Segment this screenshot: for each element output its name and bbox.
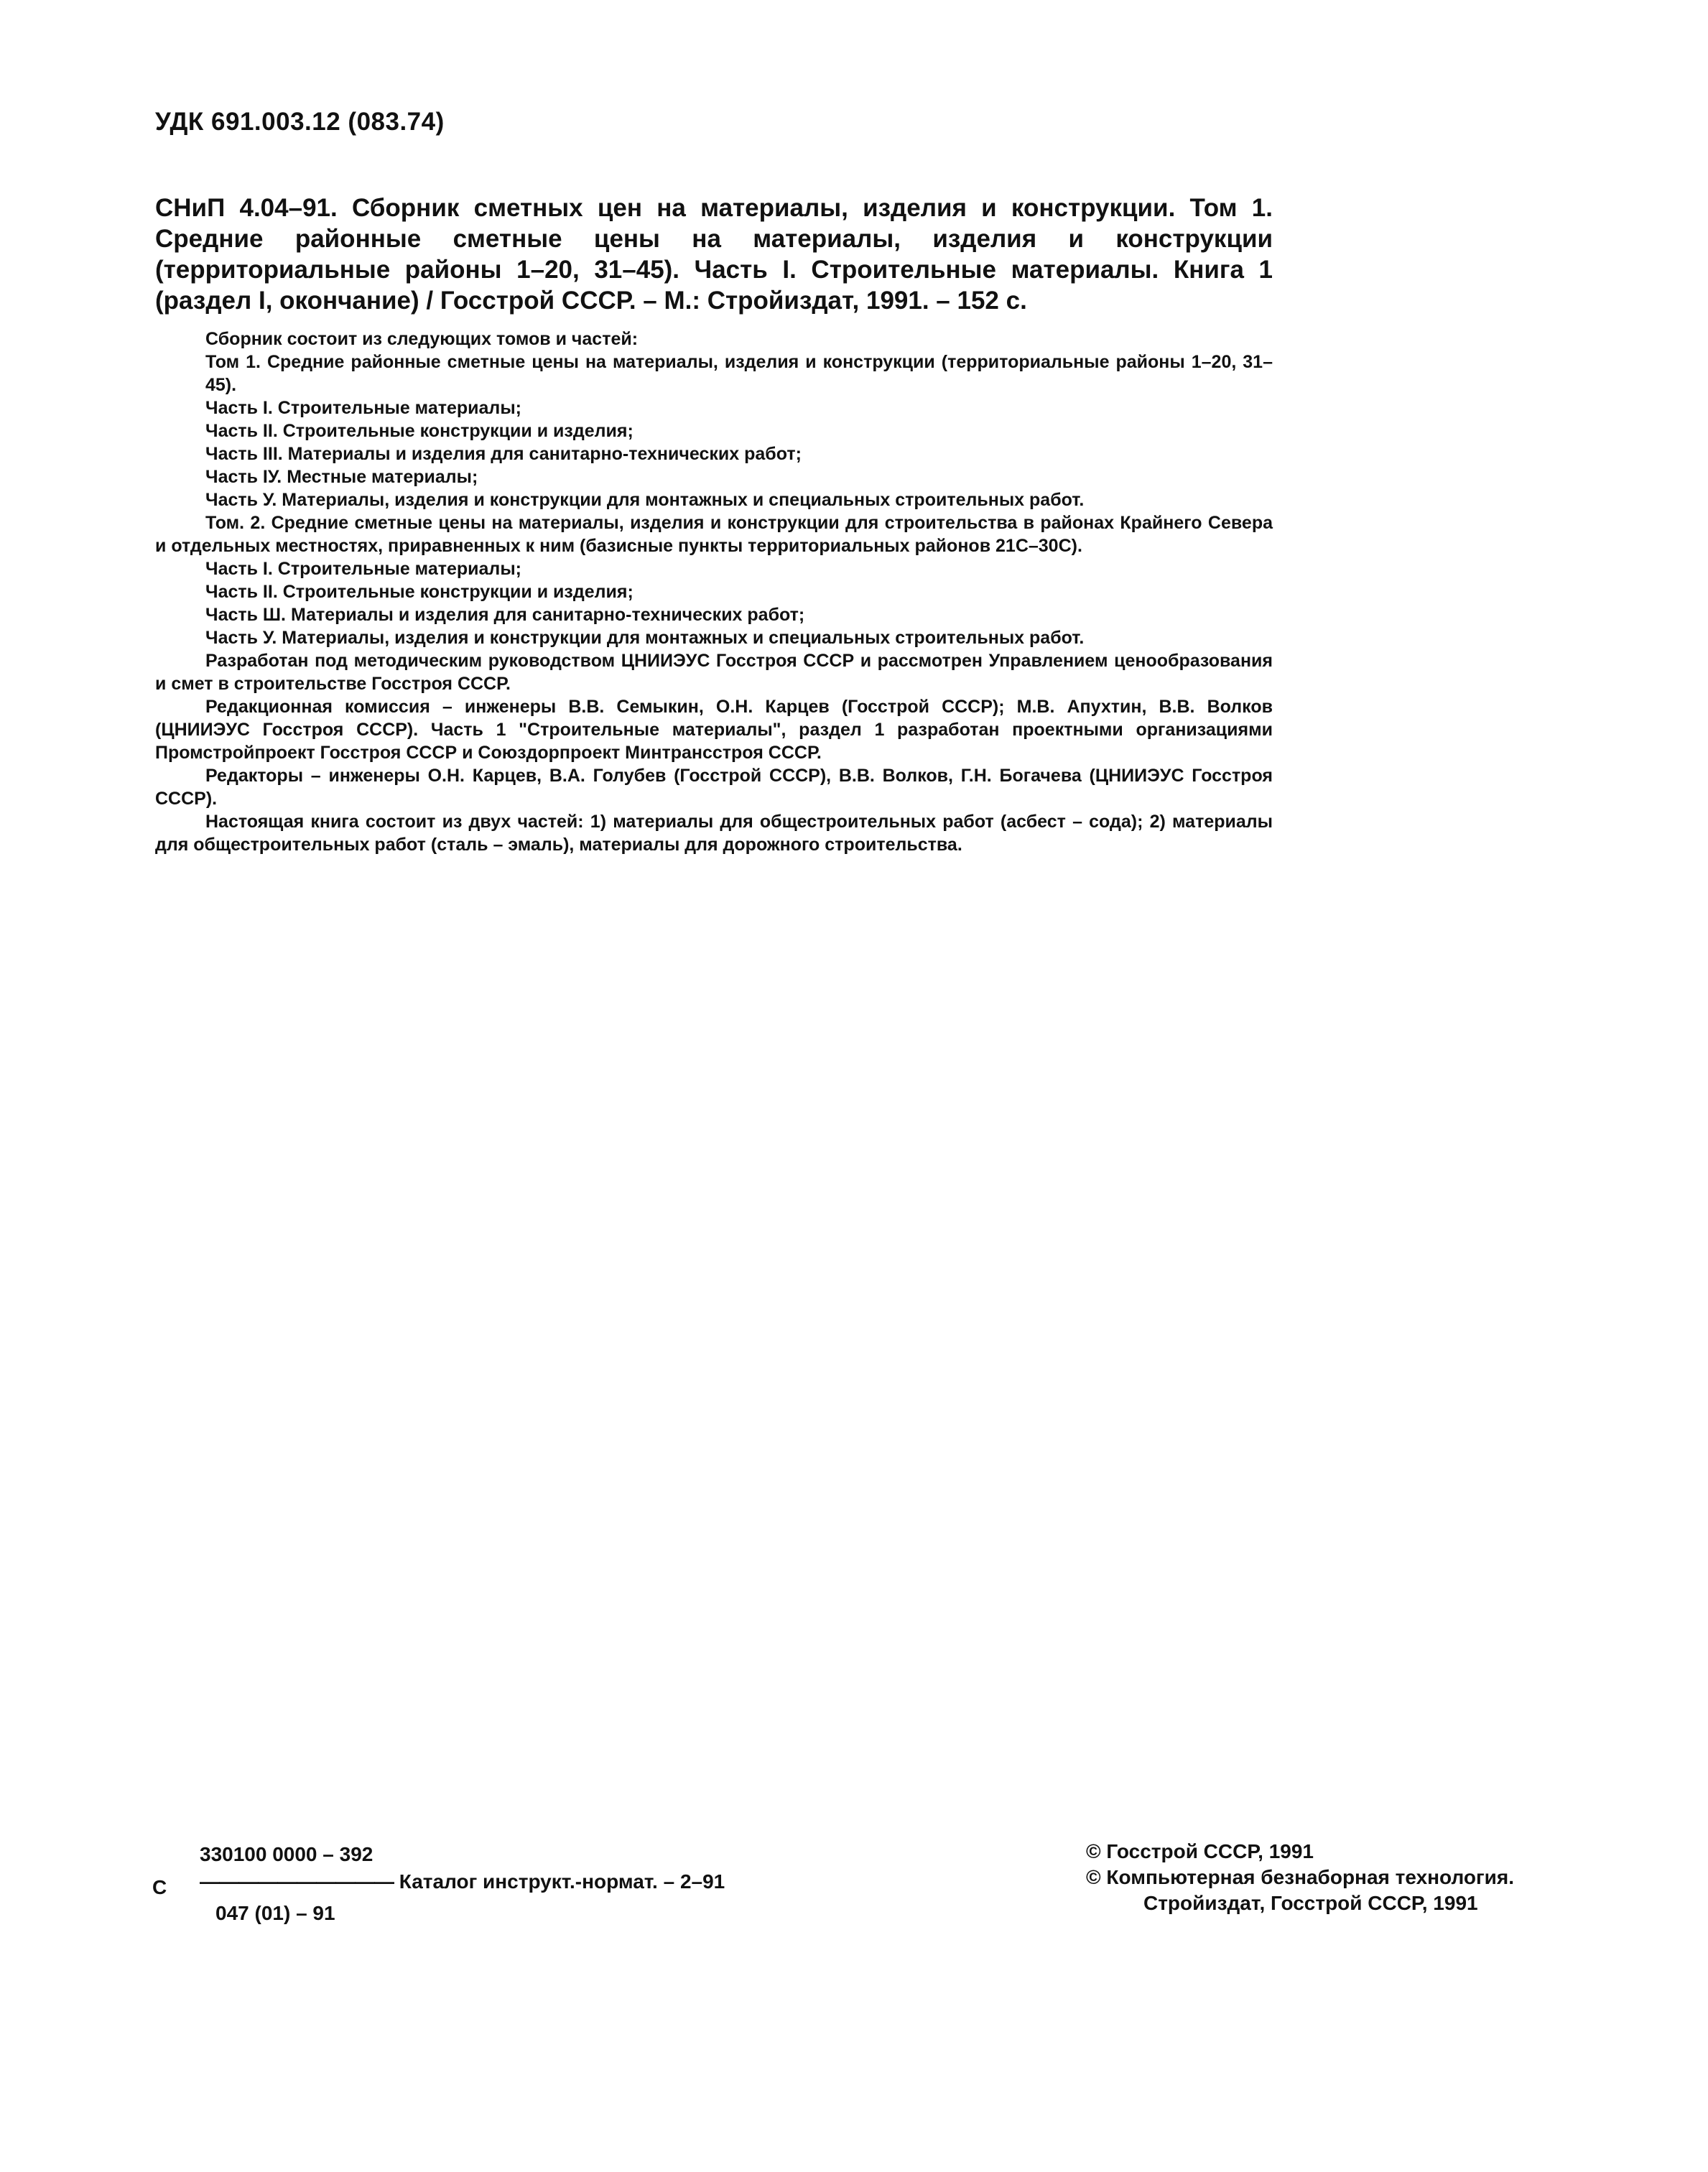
abstract (155, 328, 1273, 856)
abstract-line: Часть У. Материалы, изделия и конструкции для монтажных и специальных строительных работ. (205, 628, 1085, 648)
index-denominator: 047 (01) – 91 (215, 1902, 335, 1924)
catalog-text: Каталог инструкт.-нормат. – 2–91 (394, 1870, 725, 1893)
abstract-line: Разработан под методическим руководством ЦНИИЭУС Госстроя СССР и рассмотрен Управлением ценообразования и смет в строительстве Госстроя СССР. (155, 651, 1273, 694)
abstract-line: Часть I. Строительные материалы; (205, 559, 521, 579)
catalog-line (200, 1870, 725, 1893)
abstract-line: Том. 2. Средние сметные цены на материалы, изделия и конструкции для строительства в районах Крайнего Севера и отдельных местностях, приравненных к ним (базисные пункты территориальных районов 21С–30С). (155, 513, 1273, 556)
abstract-line: Часть II. Строительные конструкции и изделия; (205, 421, 633, 441)
copyright-block (1086, 1839, 1514, 1916)
abstract-line: Часть IУ. Местные материалы; (205, 467, 478, 487)
abstract-line: Часть I. Строительные материалы; (205, 398, 521, 418)
fraction-bar: —————————— (200, 1870, 394, 1893)
copyright-line: © Компьютерная безнаборная технология. (1086, 1866, 1514, 1888)
bibliographic-title: СНиП 4.04–91. Сборник сметных цен на материалы, изделия и конструкции. Том 1. Средние районные сметные цены на материалы, изделия и конструкции (территориальные районы 1–20, 31–45). Часть I. Строительные материалы. Книга 1 (раздел I, окончание) / Госстрой СССР. – М.: Стройиздат, 1991. – 152 с. (155, 194, 1273, 315)
copyright-line: © Госстрой СССР, 1991 (1086, 1840, 1314, 1862)
abstract-line: Часть У. Материалы, изделия и конструкции для монтажных и специальных строительных работ. (205, 490, 1085, 510)
abstract-line: Настоящая книга состоит из двух частей: 1) материалы для общестроительных работ (асбест – сода); 2) материалы для общестроительных работ (сталь – эмаль), материалы для дорожного строительства. (155, 812, 1273, 855)
abstract-line: Сборник состоит из следующих томов и частей: (205, 329, 639, 349)
index-letter: С (152, 1876, 167, 1898)
imprint-footer (0, 1839, 1708, 1925)
abstract-line: Часть III. Материалы и изделия для санитарно-технических работ; (205, 444, 802, 464)
copyright-line: Стройиздат, Госстрой СССР, 1991 (1143, 1892, 1478, 1914)
abstract-line: Редакционная комиссия – инженеры В.В. Семыкин, О.Н. Карцев (Госстрой СССР); М.В. Апухтин, В.В. Волков (ЦНИИЭУС Госстроя СССР). Часть 1 "Строительные материалы", раздел 1 разработан проектными организациями Промстройпроект Госстроя СССР и Союздорпроект Минтрансстроя СССР. (155, 697, 1273, 763)
abstract-line: Часть II. Строительные конструкции и изделия; (205, 582, 633, 602)
index-numerator: 330100 0000 – 392 (200, 1843, 373, 1865)
abstract-line: Том 1. Средние районные сметные цены на материалы, изделия и конструкции (территориальные районы 1–20, 31–45). (205, 352, 1273, 395)
abstract-line: Часть Ш. Материалы и изделия для санитарно-технических работ; (205, 605, 805, 625)
udk-code: УДК 691.003.12 (083.74) (155, 108, 445, 136)
abstract-line: Редакторы – инженеры О.Н. Карцев, В.А. Голубев (Госстрой СССР), В.В. Волков, Г.Н. Богачева (ЦНИИЭУС Госстроя СССР). (155, 766, 1273, 809)
